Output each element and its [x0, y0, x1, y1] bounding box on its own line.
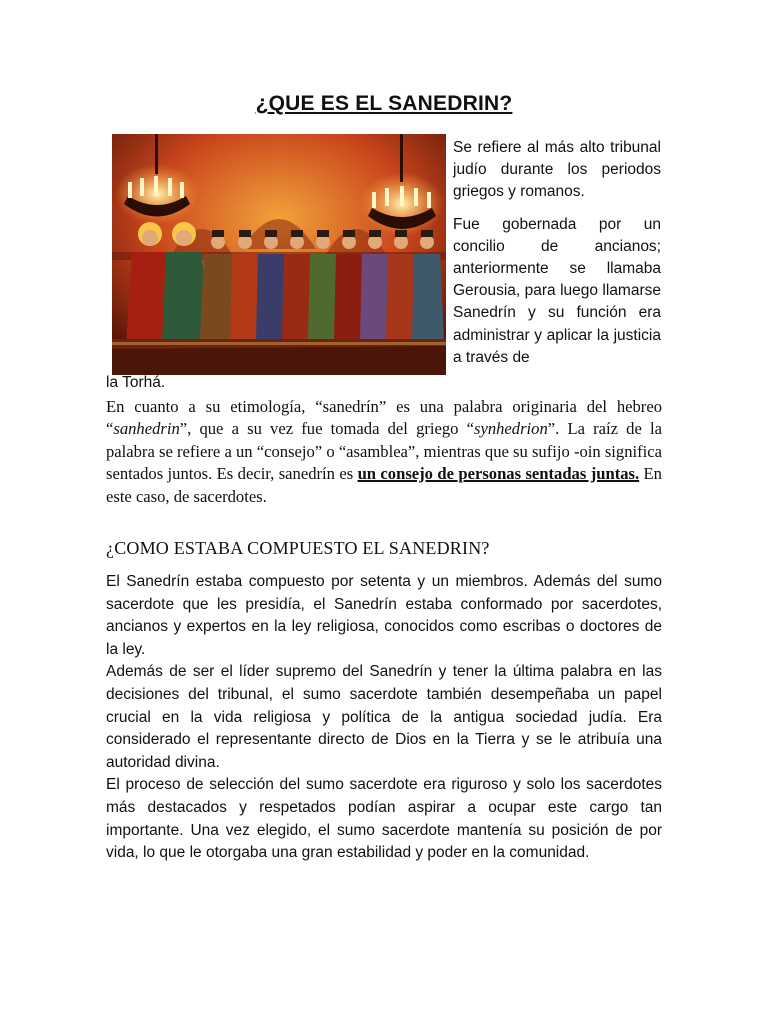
intro-paragraph-2-tail: la Torhá. — [106, 374, 166, 391]
hebrew-term: sanhedrin — [113, 419, 180, 439]
etymology-paragraph — [106, 396, 662, 508]
section-subtitle: ¿COMO ESTABA COMPUESTO EL SANEDRIN? — [106, 538, 490, 558]
etymology-text-4: En este caso, de sacerdotes. — [106, 464, 662, 506]
greek-term: synhedrion — [474, 419, 548, 439]
sanhedrin-painting — [112, 134, 446, 375]
page-title: ¿QUE ES EL SANEDRIN? — [255, 92, 513, 115]
composition-paragraph-1: El Sanedrín estaba compuesto por setenta y un miembros. Además del sumo sacerdote que les presidía, el Sanedrín estaba conformado por sacerdotes, ancianos y expertos en la ley religiosa, conocidos como escribas o doctores de la ley. — [106, 573, 662, 658]
intro-paragraph-2: Fue gobernada por un concilio de ancianos; anteriormente se llamaba Gerousia, para luego llamarse Sanedrín y su función era administrar y aplicar la justicia a través de — [453, 215, 661, 366]
intro-paragraph-1: Se refiere al más alto tribunal judío durante los periodos griegos y romanos. — [453, 139, 661, 201]
definition-period: . — [634, 464, 640, 484]
composition-paragraph-2: Además de ser el líder supremo del Sanedrín y tener la última palabra en las decisiones del tribunal, el sumo sacerdote también desempeñaba un papel crucial en la vida religiosa y política de la antigua sociedad judía. Era considerado el representante directo de Dios en la Tierra y se le atribuía una autoridad divina. — [106, 663, 662, 771]
etymology-text-1: En cuanto a su etimología, “sanedrín” es una palabra originaria del hebreo “ — [106, 397, 662, 439]
sanhedrin-illustration — [112, 134, 446, 375]
etymology-text-2: ”, que a su vez fue tomada del griego “ — [179, 419, 475, 439]
composition-paragraph-3: El proceso de selección del sumo sacerdote era riguroso y solo los sacerdotes más destacados y respetados podían aspirar a ocupar este cargo tan importante. Una vez elegido, el sumo sacerdote mantenía su posición de por vida, lo que le otorgaba una gran estabilidad y poder en la comunidad. — [106, 776, 662, 862]
intro-text — [453, 137, 661, 379]
composition-section — [106, 571, 662, 865]
etymology-text-3: ”. La raíz de la palabra se refiere a un “consejo” o “asamblea”, mientras que su sufijo -oin significa sentados juntos. Es decir, sanedrín es — [106, 419, 662, 484]
definition-highlight: un consejo de personas sentadas juntas — [357, 464, 635, 484]
